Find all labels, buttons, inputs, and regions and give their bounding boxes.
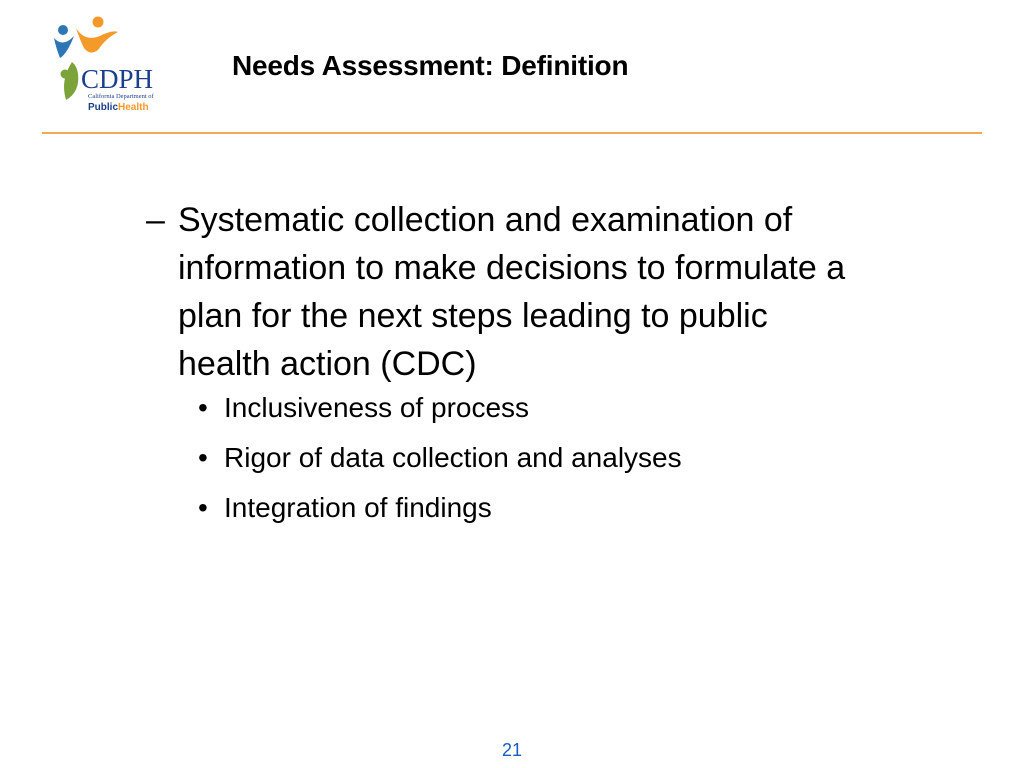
bullet-marker: • xyxy=(198,392,208,423)
slide-content xyxy=(146,196,866,541)
title-divider xyxy=(42,132,982,134)
bullet-marker: • xyxy=(198,442,208,473)
list-item-text: Integration of findings xyxy=(224,492,492,523)
green-figure-body xyxy=(64,62,78,100)
logo-subtitle: California Department of xyxy=(88,93,154,100)
blue-figure-body xyxy=(54,36,74,58)
definition-text: Systematic collection and examination of information to make decisions to formulate a plan for the next steps leading to public health action (CDC) xyxy=(178,201,846,383)
logo-public-health: PublicHealth xyxy=(88,102,149,113)
page-number: 21 xyxy=(501,740,523,760)
logo-wordmark: CDPH xyxy=(81,64,154,94)
cdph-logo xyxy=(50,14,170,114)
list-item-text: Inclusiveness of process xyxy=(224,392,530,423)
orange-figure-head xyxy=(93,17,104,28)
criteria-list xyxy=(146,391,866,524)
cdph-logo-graphic xyxy=(50,14,170,114)
bullet-marker: • xyxy=(198,492,208,523)
definition-item xyxy=(146,196,866,388)
blue-figure-head xyxy=(58,25,68,35)
dash-marker: – xyxy=(146,201,165,239)
list-item xyxy=(198,441,866,474)
list-item xyxy=(198,391,866,424)
list-item-text: Rigor of data collection and analyses xyxy=(224,442,682,473)
orange-figure-body xyxy=(76,28,118,53)
slide-title: Needs Assessment: Definition xyxy=(232,50,629,81)
list-item xyxy=(198,491,866,524)
